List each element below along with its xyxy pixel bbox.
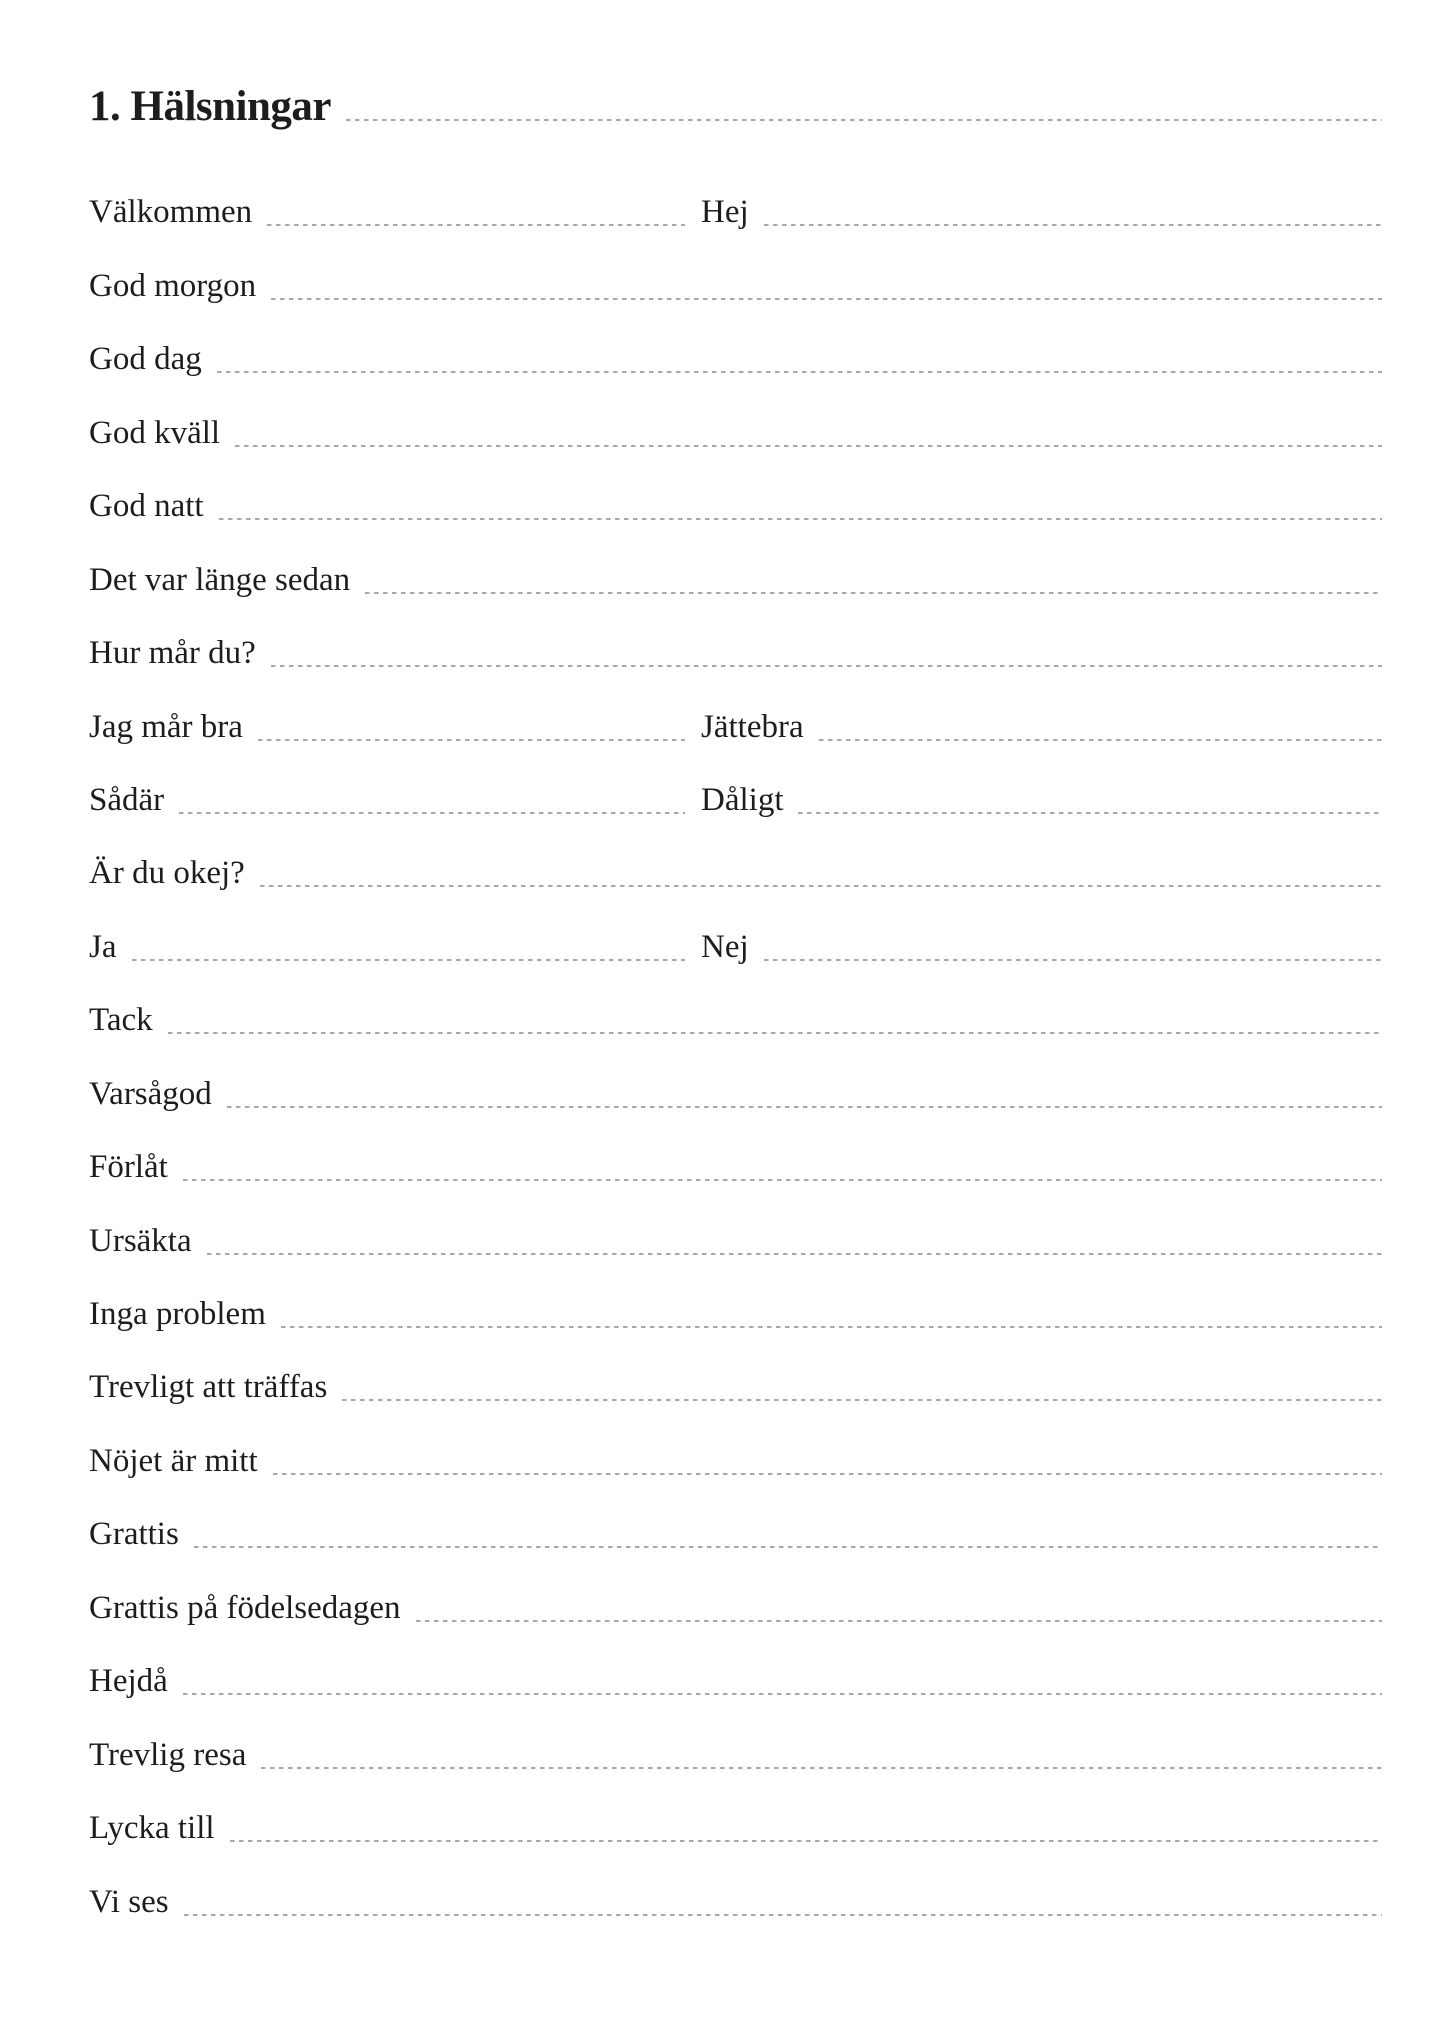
phrase-label: Lycka till — [89, 1810, 215, 1847]
phrase-row — [89, 1625, 1382, 1698]
phrase-label: Nej — [701, 928, 749, 965]
answer-line — [217, 371, 1382, 373]
phrase-row — [89, 890, 1382, 963]
phrase-label: Jättebra — [701, 708, 804, 745]
phrase-cell — [89, 229, 1382, 302]
phrase-cell — [89, 597, 1382, 670]
answer-line — [260, 885, 1382, 887]
answer-line — [764, 224, 1382, 226]
phrase-label: Grattis — [89, 1516, 179, 1553]
answer-line — [183, 1179, 1382, 1181]
phrase-cell — [89, 1258, 1382, 1331]
phrase-cell — [89, 156, 685, 229]
phrase-label: Tack — [89, 1002, 153, 1039]
phrase-row — [89, 450, 1382, 523]
phrase-label: Grattis på födelsedagen — [89, 1589, 401, 1626]
phrase-row — [89, 1551, 1382, 1624]
phrase-row — [89, 1037, 1382, 1110]
answer-line — [235, 445, 1382, 447]
phrase-row — [89, 523, 1382, 596]
phrase-cell — [89, 1625, 1382, 1698]
phrase-label: Sådär — [89, 781, 165, 818]
phrase-cell — [89, 523, 1382, 596]
phrase-row — [89, 744, 1382, 817]
phrase-label: Hejdå — [89, 1663, 168, 1700]
phrase-label: Välkommen — [89, 194, 253, 231]
phrase-label: Det var länge sedan — [89, 561, 351, 598]
phrase-label: Vi ses — [89, 1883, 169, 1920]
phrase-cell — [89, 1698, 1382, 1771]
phrase-cell — [89, 1551, 1382, 1624]
phrase-cell — [89, 670, 685, 743]
phrase-label: Trevlig resa — [89, 1736, 247, 1773]
phrase-label: Dåligt — [701, 781, 784, 818]
answer-line — [342, 1399, 1382, 1401]
answer-line — [365, 592, 1382, 594]
title-dotted-line — [346, 119, 1382, 121]
phrase-label: Inga problem — [89, 1296, 266, 1332]
phrase-row — [89, 964, 1382, 1037]
phrase-row — [89, 376, 1382, 449]
phrase-cell — [701, 744, 1382, 817]
answer-line — [132, 959, 686, 961]
phrase-cell — [89, 1111, 1382, 1184]
phrase-row — [89, 817, 1382, 890]
phrase-label: Jag mår bra — [89, 708, 243, 745]
answer-line — [258, 739, 685, 741]
phrase-row — [89, 1478, 1382, 1551]
answer-line — [219, 518, 1382, 520]
phrase-cell — [89, 1772, 1382, 1845]
phrase-label: Nöjet är mitt — [89, 1442, 258, 1479]
phrase-cell — [701, 670, 1382, 743]
phrase-cell — [89, 890, 685, 963]
phrase-row — [89, 1698, 1382, 1771]
phrase-cell — [89, 817, 1382, 890]
phrase-label: God dag — [89, 341, 202, 378]
phrase-cell — [89, 1845, 1382, 1918]
answer-line — [798, 812, 1382, 814]
answer-line — [207, 1253, 1382, 1255]
phrase-label: God morgon — [89, 267, 257, 304]
phrase-label: Förlåt — [89, 1149, 168, 1186]
phrase-label: God kväll — [89, 414, 221, 451]
phrase-label: God natt — [89, 488, 204, 525]
phrase-cell — [701, 890, 1382, 963]
phrase-row — [89, 1404, 1382, 1477]
phrase-row — [89, 1845, 1382, 1918]
answer-line — [764, 959, 1382, 961]
answer-line — [194, 1546, 1382, 1548]
answer-line — [273, 1473, 1382, 1475]
answer-line — [168, 1032, 1382, 1034]
phrase-cell — [89, 1331, 1382, 1404]
phrase-cell — [89, 450, 1382, 523]
phrase-label: Ursäkta — [89, 1222, 192, 1259]
phrase-cell — [89, 1404, 1382, 1477]
phrase-cell — [89, 376, 1382, 449]
answer-line — [819, 739, 1382, 741]
phrase-row — [89, 1258, 1382, 1331]
answer-line — [267, 224, 685, 226]
phrase-cell — [89, 1478, 1382, 1551]
phrase-row — [89, 670, 1382, 743]
phrase-label: Är du okej? — [89, 855, 245, 892]
answer-line — [183, 1693, 1382, 1695]
phrase-label: Ja — [89, 928, 117, 965]
answer-line — [230, 1840, 1382, 1842]
phrase-row — [89, 1772, 1382, 1845]
phrase-cell — [89, 1184, 1382, 1257]
phrase-label: Trevligt att träffas — [89, 1369, 328, 1406]
page-title: 1. Hälsningar — [89, 83, 331, 130]
phrase-row — [89, 597, 1382, 670]
phrase-row — [89, 1331, 1382, 1404]
answer-line — [184, 1914, 1382, 1916]
answer-line — [416, 1620, 1382, 1622]
phrase-cell — [701, 156, 1382, 229]
answer-line — [227, 1106, 1382, 1108]
answer-line — [179, 812, 685, 814]
answer-line — [271, 298, 1382, 300]
phrase-list — [89, 156, 1382, 1919]
answer-line — [281, 1326, 1382, 1328]
phrase-cell — [89, 303, 1382, 376]
phrase-row — [89, 1184, 1382, 1257]
answer-line — [261, 1767, 1382, 1769]
phrase-label: Hej — [701, 194, 749, 231]
phrase-cell — [89, 744, 685, 817]
phrase-row — [89, 229, 1382, 302]
phrase-row — [89, 156, 1382, 229]
phrase-row — [89, 303, 1382, 376]
section-title-row — [89, 85, 1382, 128]
phrase-label: Hur mår du? — [89, 635, 256, 672]
phrase-label: Varsågod — [89, 1075, 212, 1112]
phrase-cell — [89, 964, 1382, 1037]
phrase-row — [89, 1111, 1382, 1184]
answer-line — [271, 665, 1382, 667]
phrase-cell — [89, 1037, 1382, 1110]
